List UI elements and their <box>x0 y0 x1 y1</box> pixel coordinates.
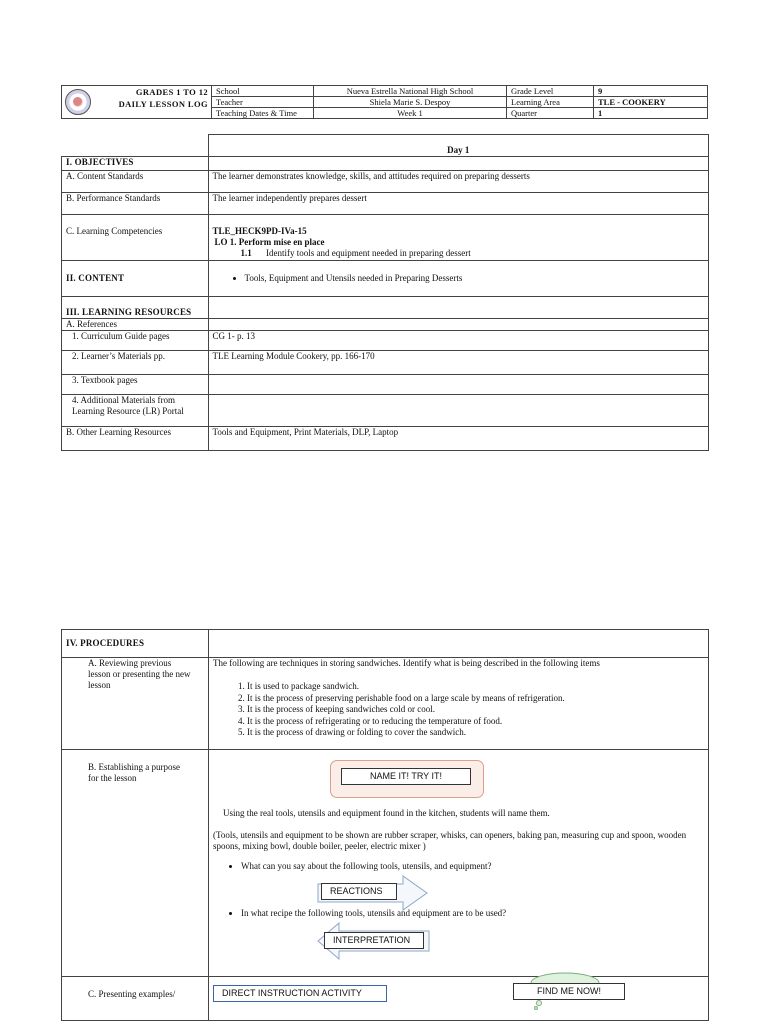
review-item: 4. It is the process of refrigerating or to reducing the temperature of food. <box>247 716 704 728</box>
learning-area-label: Learning Area <box>507 97 594 108</box>
grade-level-value: 9 <box>594 86 708 97</box>
review-item: 5. It is the process of drawing or folding to cover the sandwich. <box>247 727 704 739</box>
purpose-question-2 <box>209 908 701 919</box>
review-item: 3. It is the process of keeping sandwiches cold or cool. <box>247 704 704 716</box>
review-item: 1. It is used to package sandwich. <box>247 681 704 693</box>
deped-seal-icon <box>65 89 91 115</box>
teacher-value: Shiela Marie S. Despoy <box>314 97 507 108</box>
establishing-purpose-value <box>209 750 709 977</box>
objectives-value <box>208 157 709 171</box>
presenting-examples-value <box>209 977 709 1021</box>
procedures-heading: IV. PROCEDURES <box>62 630 209 658</box>
header-table <box>61 85 708 119</box>
curriculum-guide-value: CG 1- p. 13 <box>208 331 709 351</box>
content-standards-label: A. Content Standards <box>62 171 209 193</box>
references-label: A. References <box>62 319 209 331</box>
grades-cell <box>62 86 212 119</box>
additional-materials-value <box>208 395 709 427</box>
curriculum-guide-label: 1. Curriculum Guide pages <box>62 331 209 351</box>
school-label: School <box>212 86 314 97</box>
quarter-label: Quarter <box>507 108 594 119</box>
textbook-pages-label: 3. Textbook pages <box>62 375 209 395</box>
teacher-label: Teacher <box>212 97 314 108</box>
learning-resources-value <box>208 297 709 319</box>
learners-materials-label: 2. Learner’s Materials pp. <box>62 351 209 375</box>
direct-instruction-label: DIRECT INSTRUCTION ACTIVITY <box>213 985 387 1002</box>
objectives-heading: I. OBJECTIVES <box>62 157 209 171</box>
grades-label: GRADES 1 TO 12 <box>135 87 208 97</box>
references-value <box>208 319 709 331</box>
reviewing-lesson-value <box>209 658 709 750</box>
purpose-text-2: (Tools, utensils and equipment to be shown are rubber scraper, whisks, can openers, baking pan, measuring cup and spoon, wooden spoons, mixing bowl, double boiler, peeler, electric mixer ) <box>213 830 687 851</box>
other-resources-label: B. Other Learning Resources <box>62 427 209 451</box>
question-item: • What can you say about the following tools, utensils, and equipment? <box>241 861 701 872</box>
competency-lo: LO 1. Perform mise en place <box>214 237 325 247</box>
learning-competencies-value <box>208 215 709 261</box>
review-item: 2. It is the process of preserving perishable food on a large scale by means of refrigeration. <box>247 693 704 705</box>
purpose-text-1: Using the real tools, utensils and equipment found in the kitchen, students will name them. <box>223 808 550 818</box>
competency-code: TLE_HECK9PD-IVa-15 <box>212 226 307 236</box>
name-it-frame <box>330 760 484 798</box>
procedures-value <box>209 630 709 658</box>
learning-resources-heading: III. LEARNING RESOURCES <box>62 297 209 319</box>
interpretation-label: INTERPRETATION <box>324 932 424 949</box>
content-item: • Tools, Equipment and Utensils needed in Preparing Desserts <box>245 273 705 284</box>
content-value <box>208 261 709 297</box>
name-it-label: NAME IT! TRY IT! <box>341 768 471 785</box>
performance-standards-label: B. Performance Standards <box>62 193 209 215</box>
competency-number: 1.1 <box>240 248 252 258</box>
other-resources-value: Tools and Equipment, Print Materials, DLP, Laptop <box>208 427 709 451</box>
question-item: • In what recipe the following tools, utensils and equipment are to be used? <box>241 908 701 919</box>
purpose-question-1 <box>209 861 701 872</box>
additional-materials-label: 4. Additional Materials from Learning Resource (LR) Portal <box>62 395 209 427</box>
school-value: Nueva Estrella National High School <box>314 86 507 97</box>
grade-level-label: Grade Level <box>507 86 594 97</box>
daily-lesson-log-label: DAILY LESSON LOG <box>118 99 208 109</box>
presenting-examples-label: C. Presenting examples/ <box>62 977 209 1021</box>
learning-area-value: TLE - COOKERY <box>594 97 708 108</box>
content-heading: II. CONTENT <box>62 261 209 297</box>
reviewing-intro: The following are techniques in storing sandwiches. Identify what is being described in the following items <box>213 658 600 668</box>
learning-competencies-label: C. Learning Competencies <box>62 215 209 261</box>
procedures-table <box>61 629 709 1021</box>
textbook-pages-value <box>208 375 709 395</box>
content-standards-value: The learner demonstrates knowledge, skills, and attitudes required on preparing desserts <box>208 171 709 193</box>
day-heading: Day 1 <box>208 135 709 157</box>
reactions-label: REACTIONS <box>321 883 397 900</box>
establishing-purpose-label: B. Establishing a purpose for the lesson <box>62 750 209 977</box>
reviewing-lesson-label: A. Reviewing previous lesson or presenting the new lesson <box>62 658 209 750</box>
blank-corner <box>62 135 209 157</box>
competency-text: Identify tools and equipment needed in preparing dessert <box>266 248 471 258</box>
objectives-table <box>61 134 709 451</box>
performance-standards-value: The learner independently prepares dessert <box>208 193 709 215</box>
quarter-value: 1 <box>594 108 708 119</box>
teaching-dates-value: Week 1 <box>314 108 507 119</box>
teaching-dates-label: Teaching Dates & Time <box>212 108 314 119</box>
find-me-label: FIND ME NOW! <box>513 983 625 1000</box>
review-items-list <box>213 681 704 739</box>
learners-materials-value: TLE Learning Module Cookery, pp. 166-170 <box>208 351 709 375</box>
